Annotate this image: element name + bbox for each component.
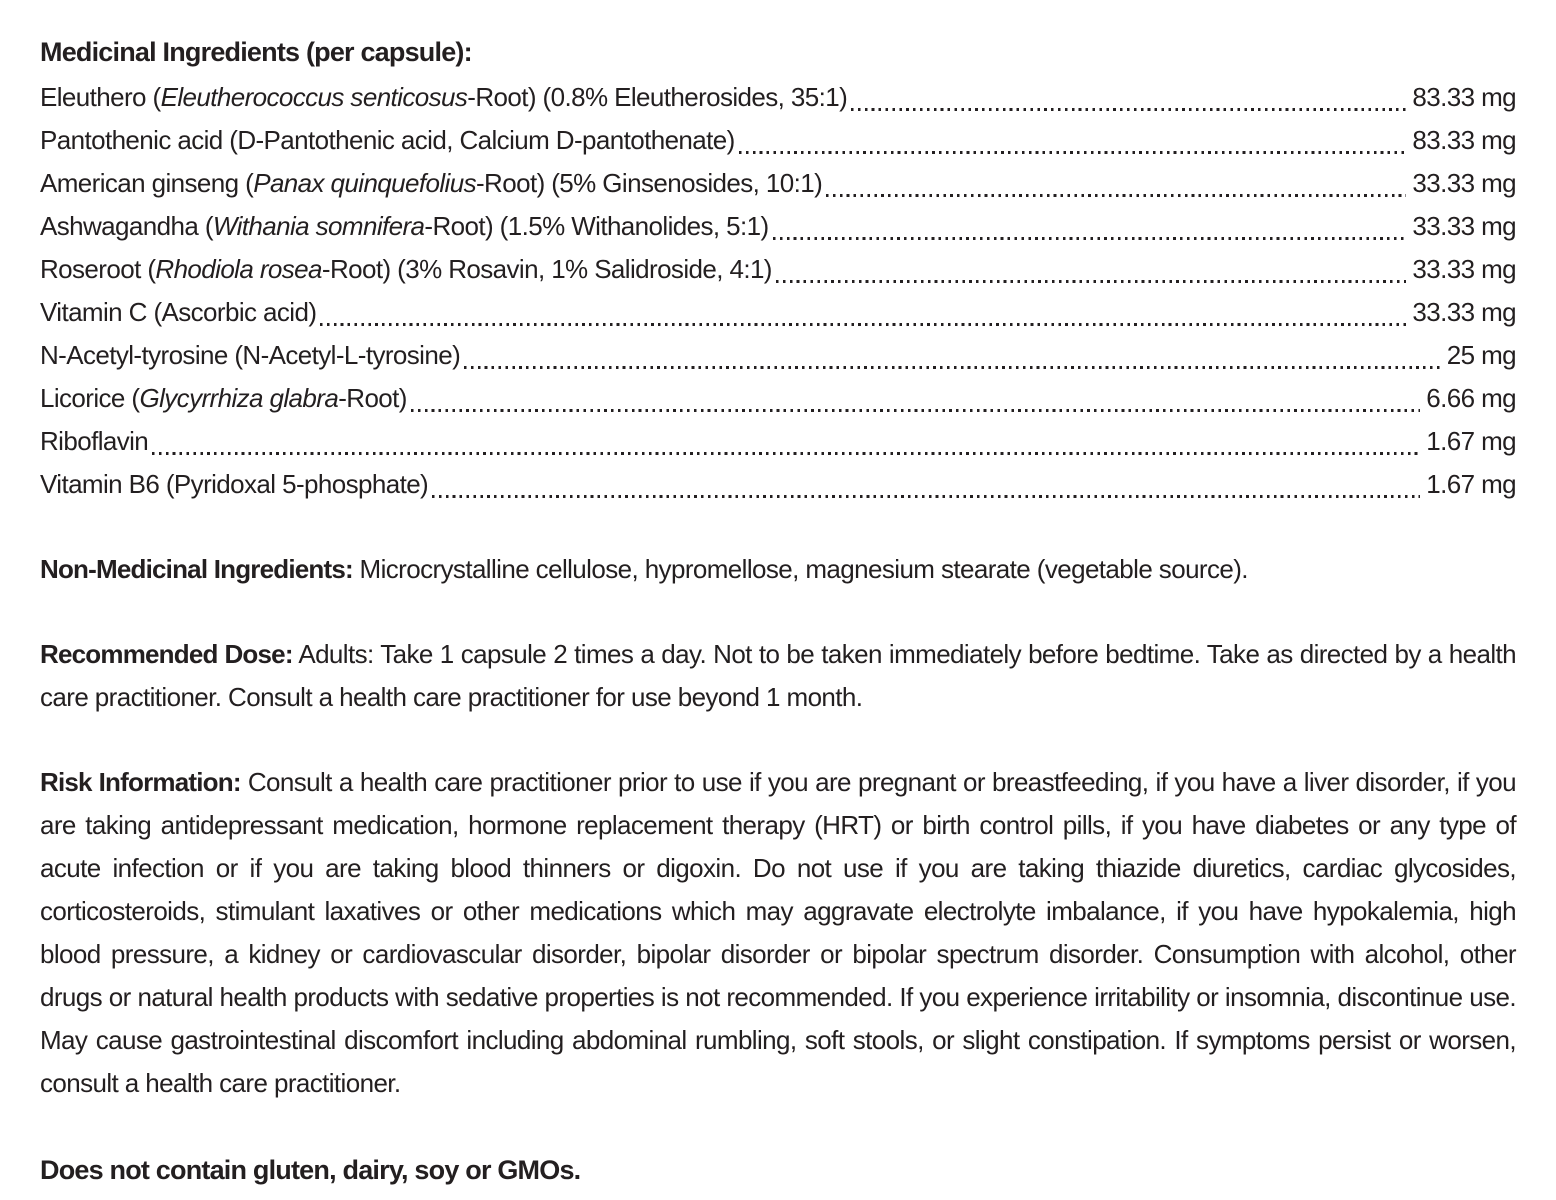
- ingredient-amount: 1.67 mg: [1426, 426, 1516, 456]
- dot-leader: [152, 452, 1420, 455]
- ingredient-row: [40, 162, 1516, 205]
- ingredient-name: [40, 334, 460, 377]
- dot-leader: [411, 409, 1420, 412]
- ingredient-row: [40, 248, 1516, 291]
- ingredient-name-text: Eleuthero (: [40, 82, 161, 112]
- ingredient-latin-name: Eleutherococcus senticosus: [160, 82, 468, 112]
- ingredient-name: [40, 119, 735, 162]
- recommended-dose-label: Recommended Dose:: [40, 639, 293, 669]
- ingredient-name-text: Pantothenic acid (D-Pantothenic acid, Calcium D-pantothenate): [40, 125, 735, 155]
- ingredient-amount: 33.33 mg: [1412, 168, 1516, 198]
- risk-information-paragraph: [40, 761, 1516, 1105]
- ingredient-name: [40, 248, 772, 291]
- dot-leader: [773, 237, 1407, 240]
- ingredient-name: [40, 463, 428, 506]
- ingredient-name-suffix: -Root) (0.8% Eleutherosides, 35:1): [467, 82, 848, 112]
- ingredient-name: [40, 291, 316, 334]
- dot-leader: [776, 280, 1407, 283]
- ingredient-row: [40, 334, 1516, 377]
- ingredient-name-text: Licorice (: [40, 383, 140, 413]
- dot-leader: [320, 323, 1406, 326]
- ingredient-row: [40, 291, 1516, 334]
- ingredient-amount: 33.33 mg: [1412, 297, 1516, 327]
- ingredient-row: [40, 420, 1516, 463]
- ingredient-name-suffix: -Root) (1.5% Withanolides, 5:1): [424, 211, 769, 241]
- ingredient-name-suffix: -Root) (5% Ginsenosides, 10:1): [475, 168, 823, 198]
- ingredient-row: [40, 463, 1516, 506]
- ingredient-name: [40, 377, 407, 420]
- ingredient-amount: 33.33 mg: [1412, 211, 1516, 241]
- ingredient-name: [40, 162, 822, 205]
- dot-leader: [432, 495, 1420, 498]
- ingredient-name-text: Ashwagandha (: [40, 211, 213, 241]
- ingredient-name-suffix: -Root) (3% Rosavin, 1% Salidroside, 4:1): [321, 254, 772, 284]
- ingredient-name-text: Vitamin C (Ascorbic acid): [40, 297, 317, 327]
- non-medicinal-ingredients-text: Microcrystalline cellulose, hypromellose, magnesium stearate (vegetable source).: [359, 554, 1248, 584]
- ingredient-row: [40, 76, 1516, 119]
- ingredient-amount: 83.33 mg: [1412, 125, 1516, 155]
- ingredient-amount: 1.67 mg: [1426, 469, 1516, 499]
- ingredient-row: [40, 205, 1516, 248]
- medicinal-ingredients-list: [40, 76, 1516, 506]
- risk-information-label: Risk Information:: [40, 767, 241, 797]
- ingredient-latin-name: Withania somnifera: [212, 211, 425, 241]
- dot-leader: [851, 108, 1406, 111]
- ingredient-name-text: Riboflavin: [40, 426, 149, 456]
- dot-leader: [739, 151, 1407, 154]
- allergen-statement: Does not contain gluten, dairy, soy or GMOs.: [40, 1155, 581, 1185]
- ingredient-amount: 6.66 mg: [1426, 383, 1516, 413]
- ingredient-name: [40, 205, 769, 248]
- ingredient-latin-name: Rhodiola rosea: [155, 254, 322, 284]
- risk-information-text: Consult a health care practitioner prior to use if you are pregnant or breastfeeding, if you have a liver disorder, if you are taking antidepressant medication, hormone replacement therapy (HRT) or birth control pills, if you have diabetes or any type of acute infection or if you are taking blood thinners or digoxin. Do not use if you are taking thiazide diuretics, cardiac glycosides, corticosteroids, stimulant laxatives or other medications which may aggravate electrolyte imbalance, if you have hypokalemia, high blood pressure, a kidney or cardiovascular disorder, bipolar disorder or bipolar spectrum disorder. Consumption with alcohol, other drugs or natural health products with sedative properties is not recommended. If you experience irritability or insomnia, discontinue use. May cause gastrointestinal discomfort including abdominal rumbling, soft stools, or slight constipation. If symptoms persist or worsen, consult a health care practitioner.: [40, 767, 1516, 1098]
- dot-leader: [464, 366, 1441, 369]
- ingredient-latin-name: Glycyrrhiza glabra: [139, 383, 339, 413]
- ingredient-row: [40, 377, 1516, 420]
- ingredient-amount: 25 mg: [1446, 340, 1516, 370]
- recommended-dose-paragraph: [40, 633, 1516, 719]
- ingredient-row: [40, 119, 1516, 162]
- ingredient-name-suffix: -Root): [338, 383, 407, 413]
- medicinal-ingredients-heading: Medicinal Ingredients (per capsule):: [40, 37, 472, 67]
- ingredient-amount: 33.33 mg: [1412, 254, 1516, 284]
- ingredient-name: [40, 420, 148, 463]
- dot-leader: [826, 194, 1406, 197]
- ingredient-latin-name: Panax quinquefolius: [253, 168, 476, 198]
- ingredient-amount: 83.33 mg: [1412, 82, 1516, 112]
- recommended-dose-text: Adults: Take 1 capsule 2 times a day. Not to be taken immediately before bedtime. Take as directed by a health care practitioner. Consult a health care practitioner for use beyond 1 month.: [40, 639, 1516, 712]
- ingredient-name-text: Vitamin B6 (Pyridoxal 5-phosphate): [40, 469, 429, 499]
- non-medicinal-ingredients-label: Non-Medicinal Ingredients:: [40, 554, 353, 584]
- ingredient-name: [40, 76, 847, 119]
- non-medicinal-ingredients-paragraph: [40, 548, 1516, 591]
- ingredient-name-text: N-Acetyl-tyrosine (N-Acetyl-L-tyrosine): [40, 340, 461, 370]
- ingredient-name-text: Roseroot (: [40, 254, 156, 284]
- ingredient-name-text: American ginseng (: [40, 168, 254, 198]
